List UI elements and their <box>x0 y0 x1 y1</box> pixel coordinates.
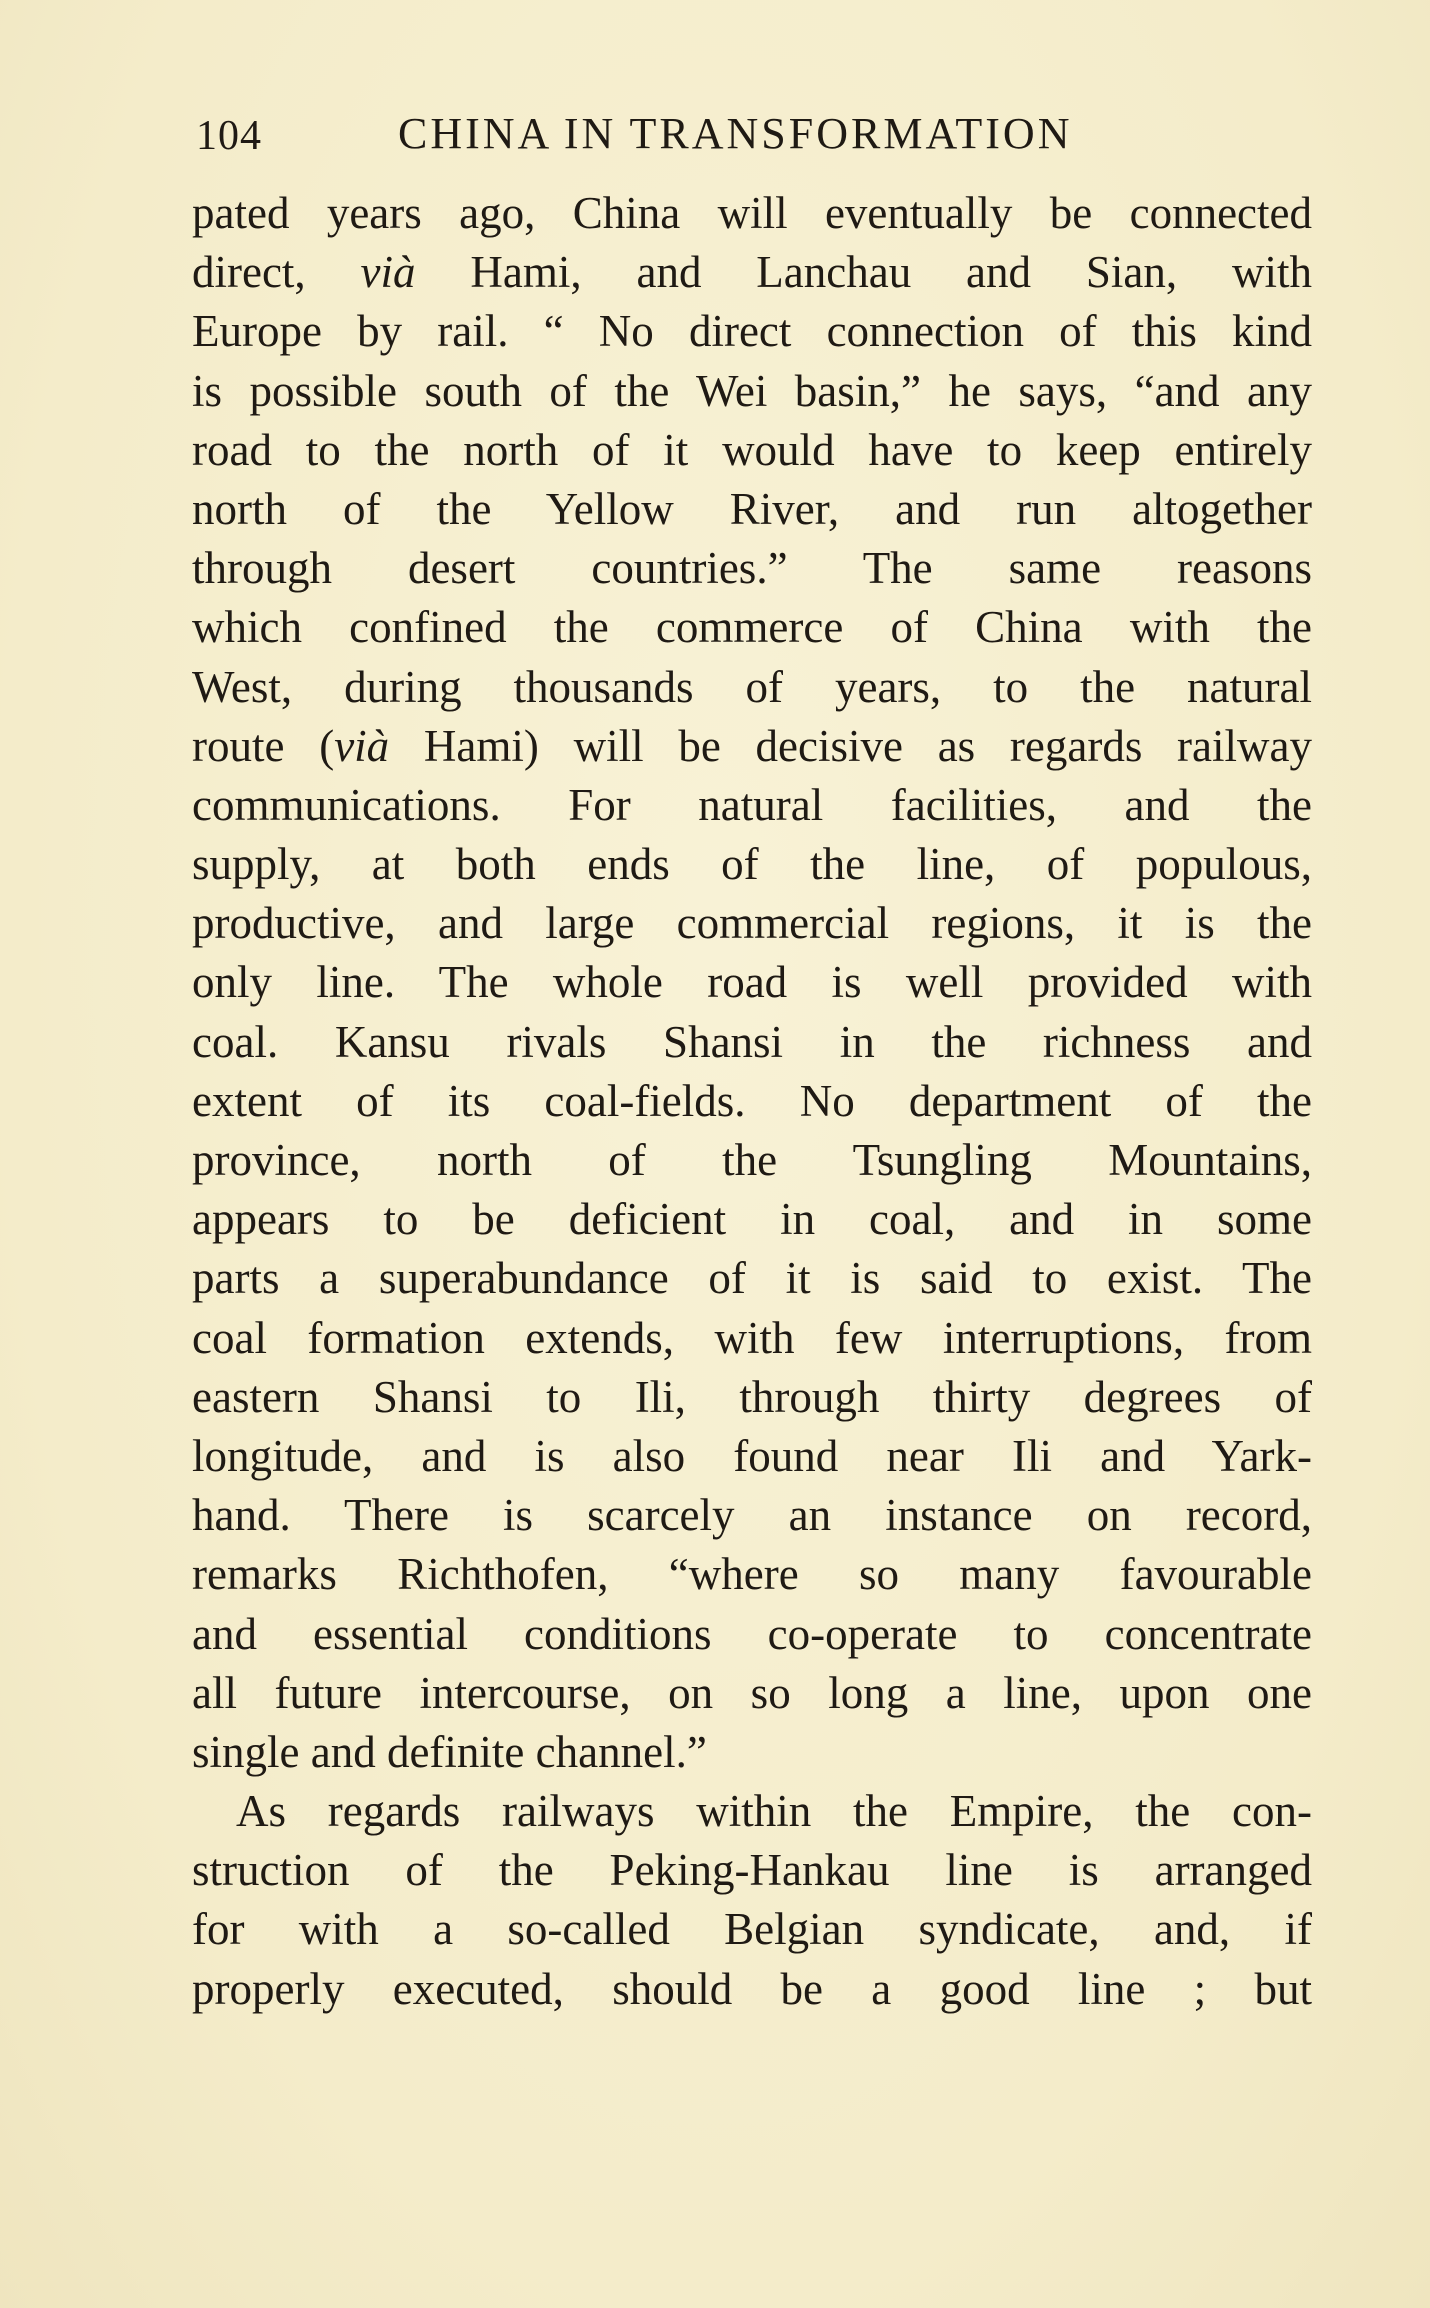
text-line: road to the north of it would have to keep entirely <box>192 424 1312 475</box>
text-line: parts a superabundance of it is said to exist. The <box>192 1253 1312 1304</box>
text-line: direct, vià Hami, and Lanchau and Sian, with <box>192 247 1312 298</box>
text-line: only line. The whole road is well provided with <box>192 957 1312 1008</box>
text-line: properly executed, should be a good line ; but <box>192 1963 1312 2014</box>
text-line: all future intercourse, on so long a line, upon one <box>192 1667 1312 1718</box>
running-title: CHINA IN TRANSFORMATION <box>398 109 1073 158</box>
page-number: 104 <box>196 113 262 159</box>
text-line: pated years ago, China will eventually be connected <box>192 188 1312 238</box>
text-line: struction of the Peking-Hankau line is arranged <box>192 1845 1312 1896</box>
text-line: hand. There is scarcely an instance on record, <box>192 1490 1312 1541</box>
text-line: north of the Yellow River, and run altogether <box>192 483 1312 534</box>
text-line: eastern Shansi to Ili, through thirty degrees of <box>192 1371 1312 1422</box>
text-line: through desert countries.” The same reasons <box>192 543 1312 594</box>
text-line: extent of its coal-fields. No department of the <box>192 1075 1312 1126</box>
running-head <box>196 108 1306 172</box>
text-line: longitude, and is also found near Ili and Yark- <box>192 1430 1312 1481</box>
text-line: for with a so-called Belgian syndicate, and, if <box>192 1904 1312 1955</box>
text-line: coal. Kansu rivals Shansi in the richness and <box>192 1016 1312 1067</box>
body-text <box>192 184 1312 2019</box>
text-line: single and definite channel.” <box>192 1726 707 1777</box>
text-line: communications. For natural facilities, and the <box>192 779 1312 830</box>
text-line: and essential conditions co-operate to concentrate <box>192 1608 1312 1659</box>
text-line: province, north of the Tsungling Mountains, <box>192 1135 1312 1185</box>
text-line: productive, and large commercial regions, it is the <box>192 898 1312 949</box>
text-line: coal formation extends, with few interruptions, from <box>192 1312 1312 1363</box>
text-line: is possible south of the Wei basin,” he says, “and any <box>192 365 1312 416</box>
text-line: supply, at both ends of the line, of populous, <box>192 839 1312 890</box>
text-line: West, during thousands of years, to the natural <box>192 661 1312 712</box>
text-line: which confined the commerce of China with the <box>192 602 1312 653</box>
text-line: Europe by rail. “ No direct connection of this kind <box>192 306 1312 357</box>
text-line: appears to be deficient in coal, and in some <box>192 1194 1312 1245</box>
text-line: remarks Richthofen, “where so many favourable <box>192 1549 1312 1600</box>
text-line: route (vià Hami) will be decisive as regards railway <box>192 720 1312 771</box>
text-line: As regards railways within the Empire, the con- <box>236 1786 1312 1837</box>
